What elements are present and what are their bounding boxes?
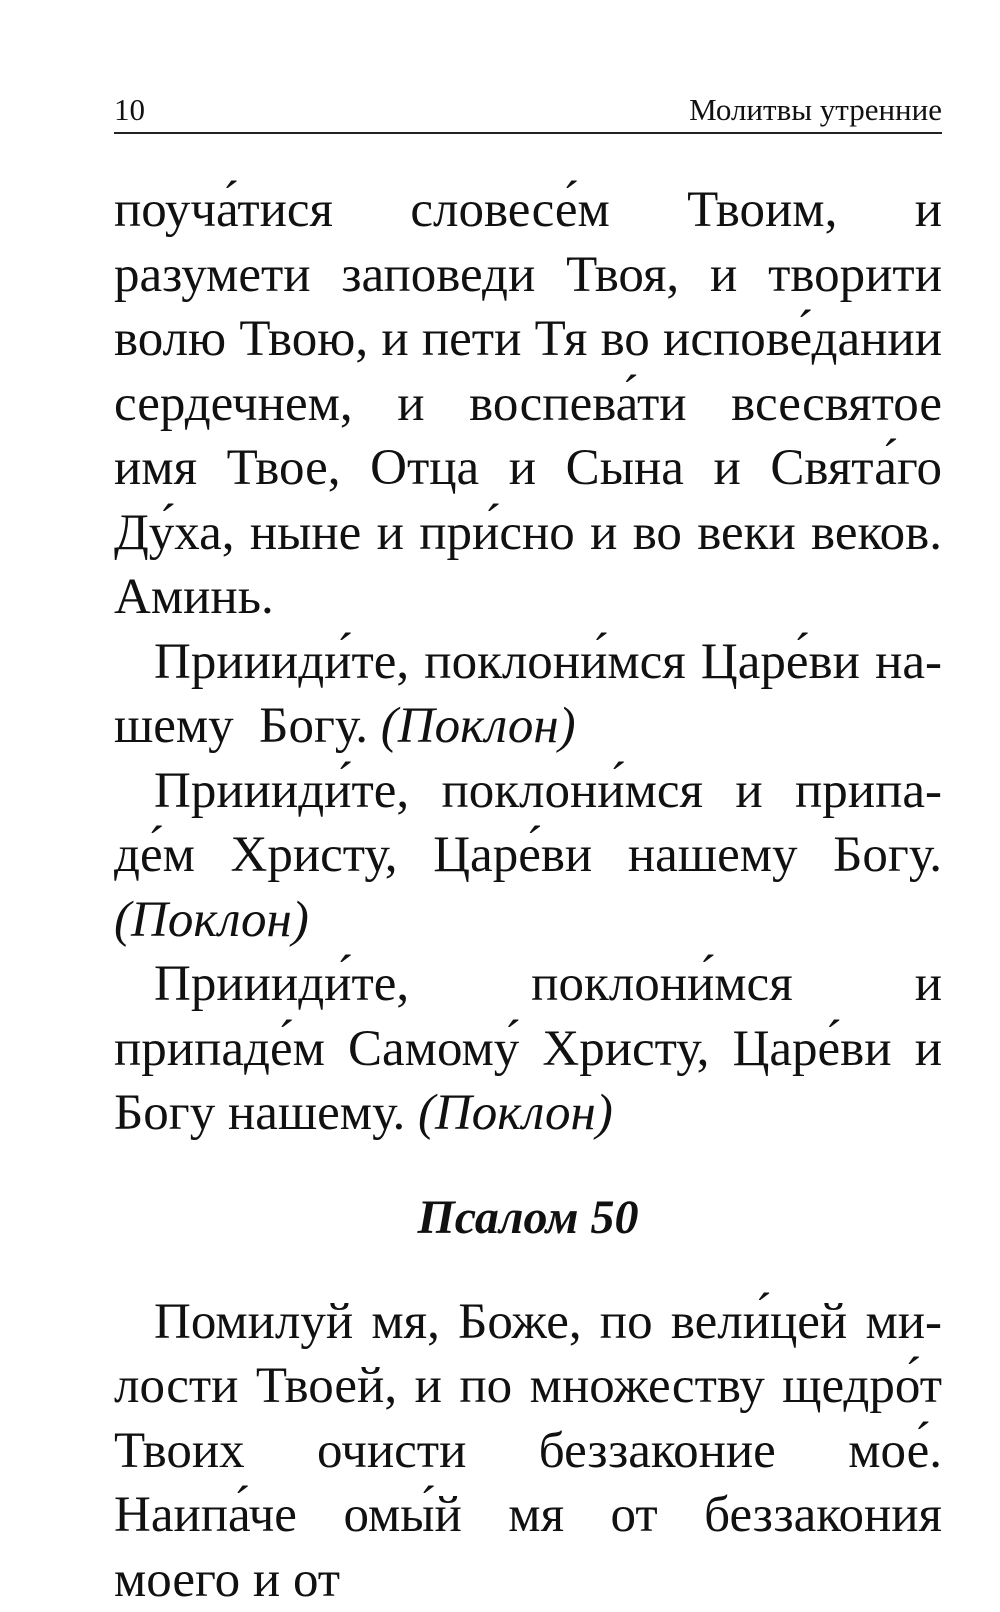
running-head bbox=[114, 88, 942, 134]
rubric-bow: (Поклон) bbox=[418, 1085, 613, 1141]
running-title: Молитвы утренние bbox=[689, 92, 942, 128]
paragraph-prayer-2 bbox=[114, 759, 942, 953]
paragraph-text: Приииди́те, поклони́мся и припаде́м Самому́ Христу, Царе́ви и Богу нашему. bbox=[114, 956, 942, 1141]
paragraph-text: Приииди́те, поклони́мся Царе́ви нашему Богу. bbox=[114, 634, 942, 755]
paragraph-continuation bbox=[114, 178, 942, 630]
paragraph-text: поуча́тися словесе́м Твоим, и разумети заповеди Твоя, и творити волю Твою, и пети Тя во испове́дании сердечнем, и воспева́ти всесвятое имя Твое, Отца и Сына и Свята́го Ду́ха, ныне и при́сно и во веки веков. Аминь. bbox=[114, 182, 942, 625]
body-text bbox=[114, 178, 942, 1612]
paragraph-prayer-1 bbox=[114, 630, 942, 759]
paragraph-text: Помилуй мя, Боже, по вели́цей милости Твоей, и по множеству щедро́т Твоих очисти беззаконие мое́. Наипа́че омы́й мя от беззакония моего и от bbox=[114, 1294, 942, 1608]
rubric-bow: (Поклон) bbox=[114, 892, 309, 948]
paragraph-text: Приииди́те, поклони́мся и припаде́м Христу, Царе́ви нашему Богу. bbox=[114, 763, 942, 884]
psalm-text bbox=[114, 1290, 942, 1612]
paragraph-prayer-3 bbox=[114, 952, 942, 1146]
rubric-bow: (Поклон) bbox=[381, 698, 576, 754]
book-page bbox=[114, 88, 942, 1612]
psalm-heading: Псалом 50 bbox=[114, 1190, 942, 1246]
page-number: 10 bbox=[114, 92, 145, 128]
